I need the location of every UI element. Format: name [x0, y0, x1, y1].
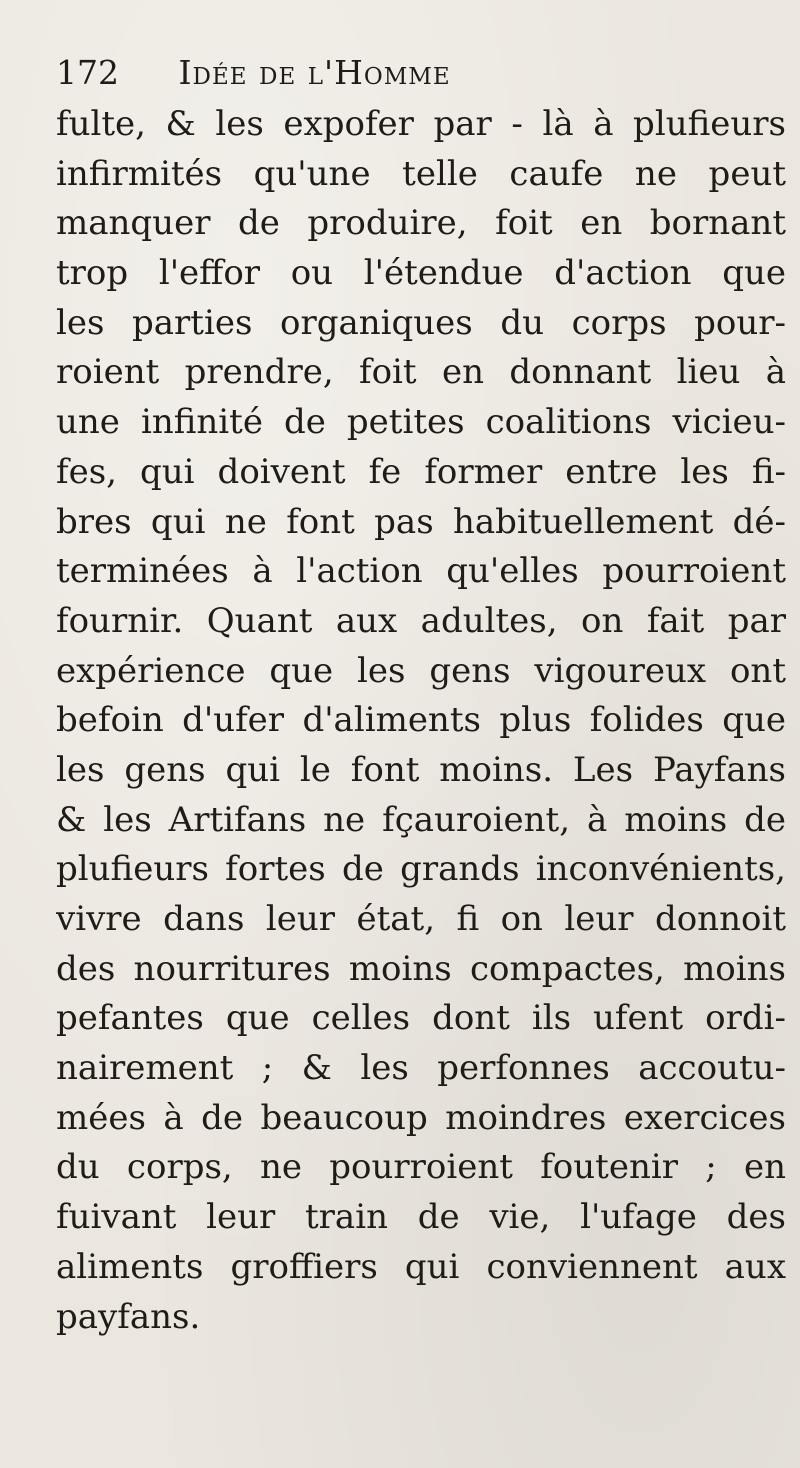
- text-line: plufieurs fortes de grands inconvénients,: [56, 849, 786, 890]
- text-line: roient prendre, foit en donnant lieu à: [56, 352, 786, 393]
- text-line: befoin d'ufer d'aliments plus folides que: [56, 700, 786, 741]
- text-line: payfans.: [56, 1296, 201, 1337]
- page-number: 172: [56, 53, 119, 92]
- text-line: bres qui ne font pas habituellement dé-: [56, 501, 786, 542]
- text-line: trop l'effor ou l'étendue d'action que: [56, 253, 786, 294]
- text-line: infirmités qu'une telle caufe ne peut: [56, 153, 786, 194]
- text-line: des nourritures moins compactes, moins: [56, 948, 786, 989]
- text-line: mées à de beaucoup moindres exercices: [56, 1097, 786, 1138]
- running-head: [56, 48, 776, 98]
- text-line: nairement ; & les perfonnes accoutu-: [56, 1048, 786, 1089]
- text-line: aliments groffiers qui conviennent aux: [56, 1246, 786, 1287]
- text-line: & les Artifans ne fçauroient, à moins de: [56, 799, 786, 840]
- text-line: fournir. Quant aux adultes, on fait par: [56, 600, 786, 641]
- text-line: vivre dans leur état, fi on leur donnoit: [56, 899, 786, 939]
- text-line: fulte, & les expofer par - là à plufieurs: [56, 104, 786, 144]
- body-text: [56, 100, 786, 1342]
- text-line: fuivant leur train de vie, l'ufage des: [56, 1197, 786, 1238]
- text-line: expérience que les gens vigoureux ont: [56, 650, 786, 691]
- running-title: Idée de l'Homme: [178, 53, 451, 92]
- text-line: fes, qui doivent fe former entre les fi-: [56, 451, 786, 492]
- text-line: les gens qui le font moins. Les Payfans: [56, 749, 786, 790]
- text-line: pefantes que celles dont ils ufent ordi-: [56, 998, 786, 1039]
- text-line: manquer de produire, foit en bornant: [56, 203, 786, 244]
- text-line: une infinité de petites coalitions vicieu-: [56, 402, 786, 443]
- text-line: les parties organiques du corps pour-: [56, 302, 786, 343]
- text-line: du corps, ne pourroient foutenir ; en: [56, 1147, 786, 1188]
- text-line: terminées à l'action qu'elles pourroient: [56, 551, 786, 592]
